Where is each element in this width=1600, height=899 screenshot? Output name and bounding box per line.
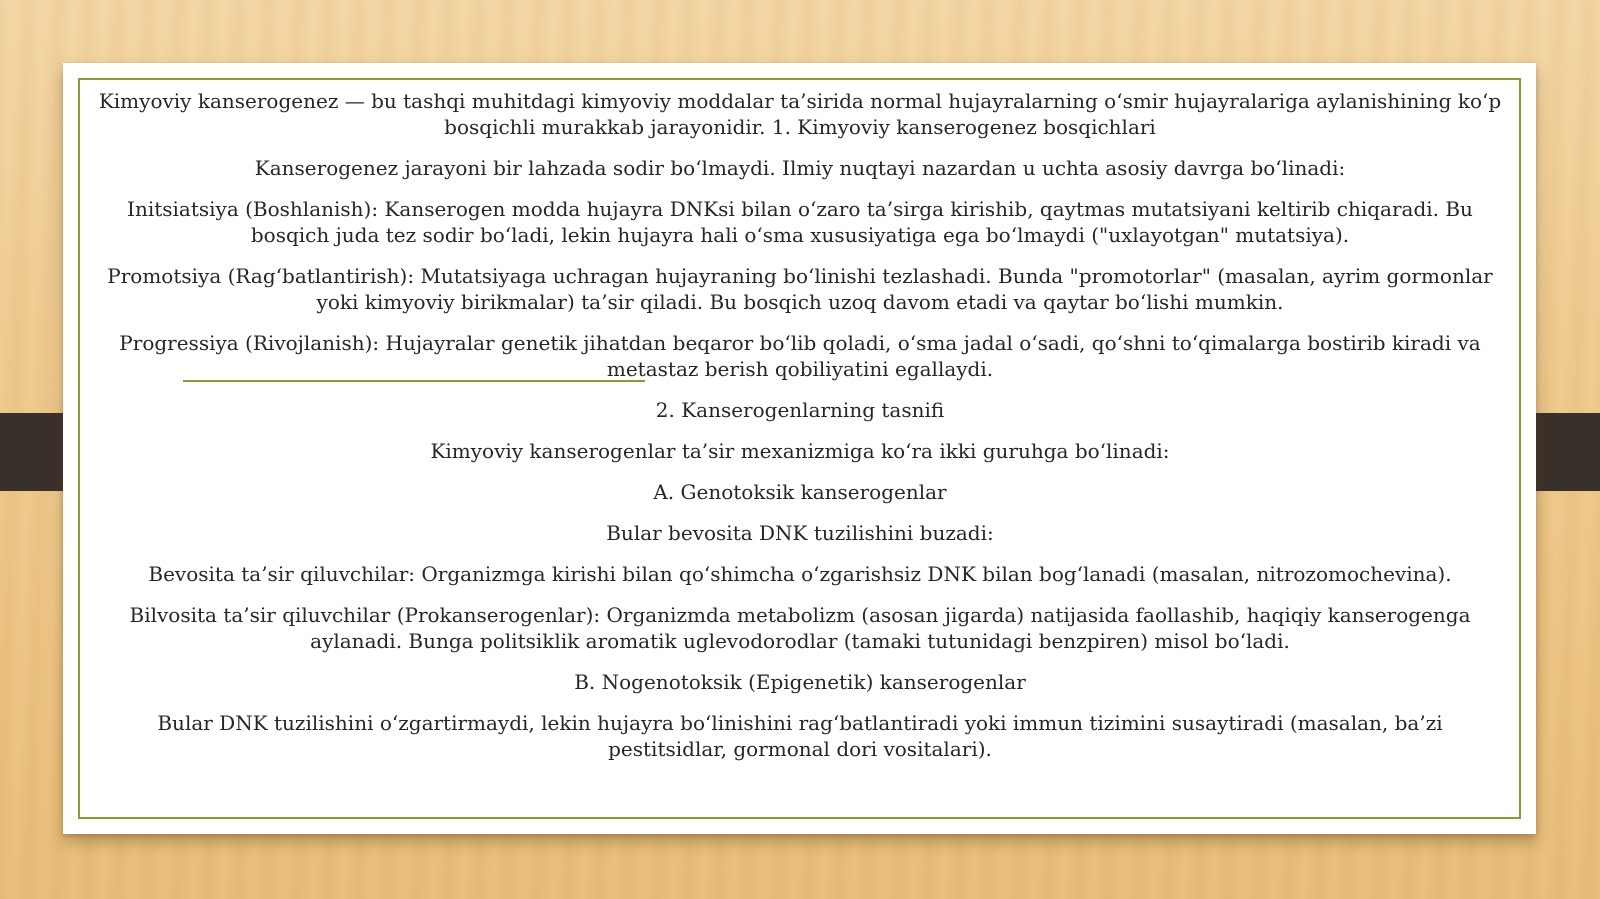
paragraph-initiation: Initsiatsiya (Boshlanish): Kanserogen modda hujayra DNKsi bilan o‘zaro ta’sirga kirishib, qaytmas mutatsiyani keltirib chiqaradi. Bu bosqich juda tez sodir bo‘ladi, lekin hujayra hali o‘sma xususiyatiga ega bo‘lmaydi ("uxlayotgan" mutatsiya). xyxy=(127,197,1473,247)
paragraph-genotoxic-intro: Bular bevosita DNK tuzilishini buzadi: xyxy=(606,521,994,545)
paragraph-indirect-acting: Bilvosita ta’sir qiluvchilar (Prokanserogenlar): Organizmda metabolizm (asosan jigarda) natijasida faollashib, haqiqiy kanserogenga aylanadi. Bunga politsiklik aromatik uglevodorodlar (tamaki tutunidagi benzpiren) misol bo‘ladi. xyxy=(129,603,1471,653)
heading-classification: 2. Kanserogenlarning tasnifi xyxy=(655,398,945,422)
heading-nongenotoxic: B. Nogenotoksik (Epigenetik) kanserogenlar xyxy=(574,670,1026,694)
paragraph-nongenotoxic: Bular DNK tuzilishini o‘zgartirmaydi, lekin hujayra bo‘linishini rag‘batlantiradi yoki immun tizimini susaytiradi (masalan, ba’zi pestitsidlar, gormonal dori vositalari). xyxy=(157,711,1443,761)
paragraph-direct-acting: Bevosita ta’sir qiluvchilar: Organizmga kirishi bilan qo‘shimcha o‘zgarishsiz DNK bilan bog‘lanadi (masalan, nitrozomochevina). xyxy=(148,562,1452,586)
paragraph-progression: Progressiya (Rivojlanish): Hujayralar genetik jihatdan beqaror bo‘lib qoladi, o‘sma jadal o‘sadi, qo‘shni to‘qimalarga bostirib kiradi va metastaz berish qobiliyatini egallaydi. xyxy=(119,331,1481,381)
paragraph-promotion: Promotsiya (Rag‘batlantirish): Mutatsiyaga uchragan hujayraning bo‘linishi tezlashadi. Bunda "promotorlar" (masalan, ayrim gormonlar yoki kimyoviy birikmalar) ta’sir qiladi. Bu bosqich uzoq davom etadi va qaytar bo‘lishi mumkin. xyxy=(107,264,1493,314)
paragraph-intro: Kimyoviy kanserogenez — bu tashqi muhitdagi kimyoviy moddalar ta’sirida normal hujayralarning o‘smir hujayralariga aylanishining ko‘p bosqichli murakkab jarayonidir. 1. Kimyoviy kanserogenez bosqichlari xyxy=(98,89,1502,139)
paragraph-stages-intro: Kanserogenez jarayoni bir lahzada sodir bo‘lmaydi. Ilmiy nuqtayi nazardan u uchta asosiy davrga bo‘linadi: xyxy=(254,156,1346,180)
slide-text-body xyxy=(95,88,1505,777)
paragraph-classification-intro: Kimyoviy kanserogenlar ta’sir mexanizmiga ko‘ra ikki guruhga bo‘linadi: xyxy=(430,439,1170,463)
heading-genotoxic: A. Genotoksik kanserogenlar xyxy=(653,480,947,504)
